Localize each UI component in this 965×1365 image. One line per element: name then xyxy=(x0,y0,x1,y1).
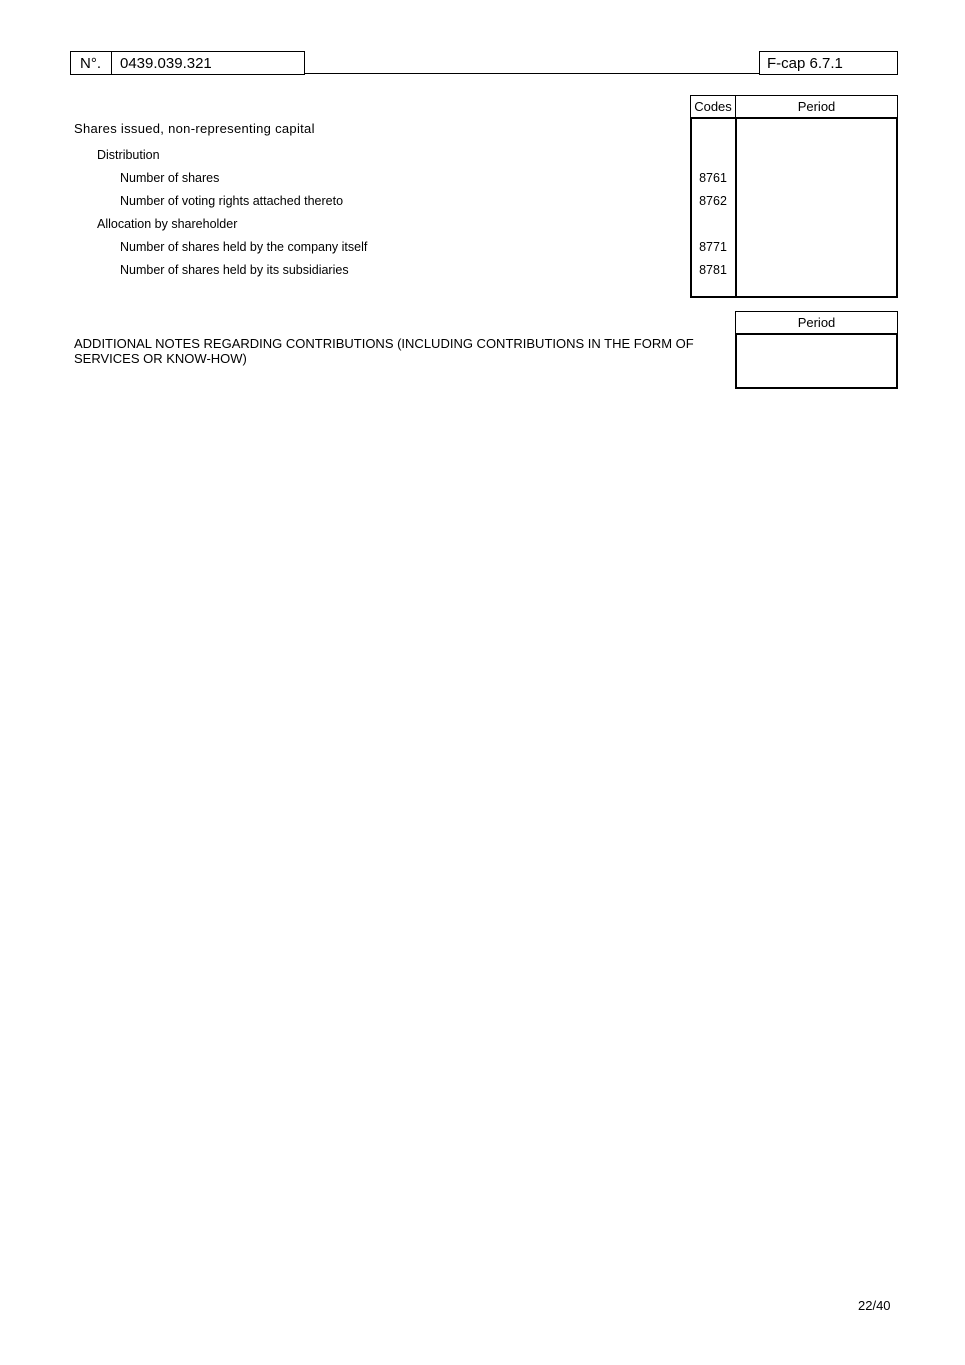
header-divider xyxy=(111,51,112,75)
codes-header-label: Codes xyxy=(694,99,732,114)
row-label: Number of shares xyxy=(120,171,220,185)
row-label: Allocation by shareholder xyxy=(97,217,238,231)
additional-notes-title-line1: ADDITIONAL NOTES REGARDING CONTRIBUTIONS (INCLUDING CONTRIBUTIONS IN THE FORM OF xyxy=(74,336,694,351)
row-label: Number of shares held by its subsidiaries xyxy=(120,263,349,277)
row-code: 8762 xyxy=(699,194,727,208)
row-label: Number of shares held by the company itself xyxy=(120,240,368,254)
row-label: Distribution xyxy=(97,148,160,162)
company-number: 0439.039.321 xyxy=(120,55,212,72)
period-column xyxy=(735,117,898,298)
row-code: 8761 xyxy=(699,171,727,185)
form-code: F-cap 6.7.1 xyxy=(767,55,843,72)
table1-title: Shares issued, non-representing capital xyxy=(74,121,315,136)
number-label: N°. xyxy=(80,55,101,72)
row-code: 8771 xyxy=(699,240,727,254)
row-code: 8781 xyxy=(699,263,727,277)
period-column-2 xyxy=(735,333,898,389)
page-number: 22/40 xyxy=(858,1298,891,1313)
row-label: Number of voting rights attached thereto xyxy=(120,194,344,208)
additional-notes-title-line2: SERVICES OR KNOW-HOW) xyxy=(74,351,247,366)
period-header-label: Period xyxy=(797,99,836,114)
header-rule xyxy=(304,73,759,74)
period-header-2-label: Period xyxy=(797,315,836,330)
